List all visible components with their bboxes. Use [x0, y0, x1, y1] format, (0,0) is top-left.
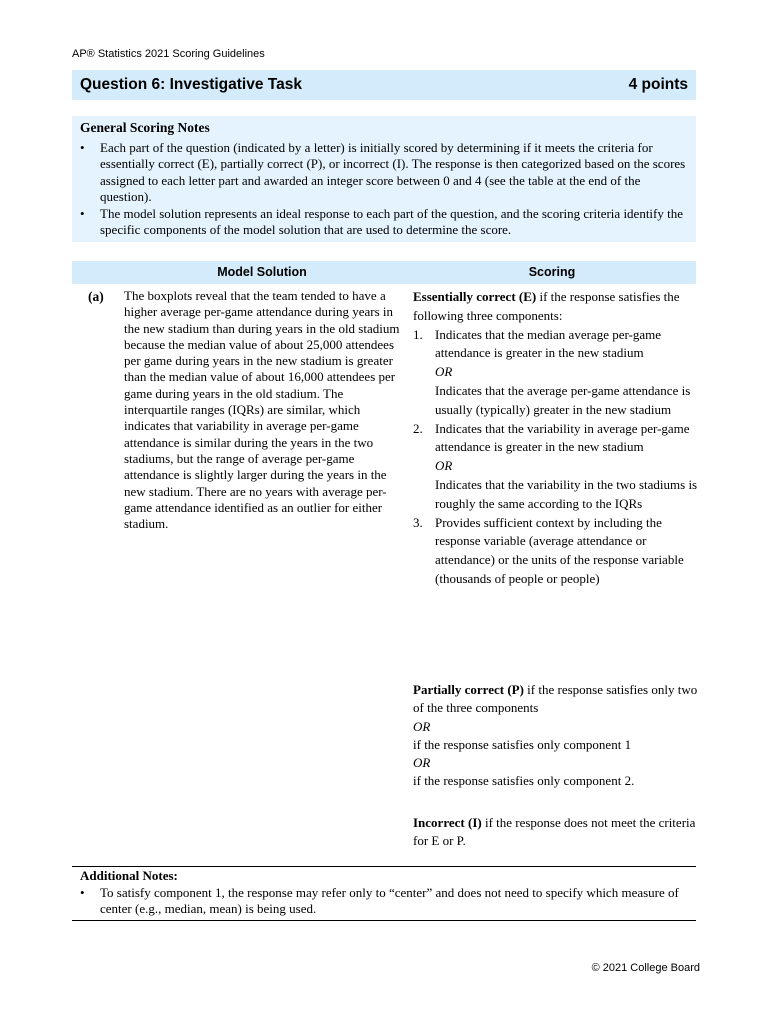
or-label: OR [435, 364, 453, 380]
general-note-item [80, 140, 688, 206]
incorrect-criteria [413, 814, 698, 849]
question-title: Question 6: Investigative Task [80, 76, 302, 93]
component-alt-text: Indicates that the average per-game attendance is usually (typically) greater in the new stadium [435, 382, 691, 417]
component-number: 1. [413, 326, 423, 342]
component-1 [413, 326, 698, 420]
or-label: OR [413, 718, 431, 734]
general-scoring-notes [72, 116, 696, 242]
partially-correct-text: if the response satisfies only two of the three components [413, 682, 698, 716]
additional-note-item [80, 885, 688, 918]
guidelines-header: AP® Statistics 2021 Scoring Guidelines [72, 48, 265, 60]
bullet-icon: • [80, 205, 85, 221]
part-label: (a) [88, 289, 104, 304]
incorrect-text: if the response does not meet the criteria for E or P. [413, 815, 696, 848]
essentially-correct-text: if the response satisfies the following three components: [413, 289, 680, 323]
or-label: OR [413, 755, 431, 771]
component-text: Provides sufficient context by including the response variable (average attendance or attendance) or the units of the response variable (thousands of people or people) [435, 514, 684, 586]
component-number: 2. [413, 420, 423, 436]
scoring-criteria [413, 288, 698, 589]
component-text: Indicates that the variability in average per-game attendance is greater in the new stadium [435, 420, 690, 455]
partially-correct-line: if the response satisfies only component 1 [413, 736, 632, 752]
partially-correct-criteria [413, 681, 698, 791]
general-note-item [80, 206, 688, 239]
partially-correct-label: Partially correct (P) [413, 682, 524, 697]
model-solution-header: Model Solution [217, 265, 307, 279]
essentially-correct-label: Essentially correct (E) [413, 289, 537, 304]
general-note-text: The model solution represents an ideal response to each part of the question, and the scoring criteria identify the specific components of the model solution that are used to determine the score. [100, 205, 684, 237]
additional-notes [72, 866, 696, 921]
general-note-text: Each part of the question (indicated by a letter) is initially scored by determining if it meets the criteria for essentially correct (E), partially correct (P), or incorrect (I). The response is then categorized based on the scores assigned to each letter part and awarded an integer score between 0 and 4 (see the table at the end of the question). [100, 139, 686, 204]
additional-note-text: To satisfy component 1, the response may refer only to “center” and does not need to specify which measure of center (e.g., median, mean) is being used. [100, 884, 679, 916]
table-header [72, 261, 696, 284]
model-solution-text: The boxplots reveal that the team tended to have a higher average per-game attendance during years in the new stadium than during years in the old stadium because the median value of about 25,000 attendees per game during years in the new stadium is greater than the median value of about 16,000 attendees per game during years in the old stadium. The interquartile ranges (IQRs) are similar, which indicates that variability in average per-game attendance is similar during the years in the two stadiums, but the range of average per-game attendance is slightly larger during the years in the new stadium. There are no years with average per-game attendance identified as an outlier for either stadium. [124, 288, 400, 532]
component-alt-text: Indicates that the variability in the two stadiums is roughly the same according to the IQRs [435, 476, 698, 511]
component-2 [413, 420, 698, 514]
or-label: OR [435, 458, 453, 474]
bullet-icon: • [80, 139, 85, 155]
copyright-footer: © 2021 College Board [591, 962, 700, 974]
question-bar [72, 70, 696, 100]
scoring-header: Scoring [528, 265, 576, 279]
general-notes-title: General Scoring Notes [80, 120, 210, 135]
question-points: 4 points [628, 76, 688, 93]
bullet-icon: • [80, 884, 85, 900]
essentially-correct-criteria [413, 288, 698, 326]
incorrect-label: Incorrect (I) [413, 815, 482, 830]
component-number: 3. [413, 514, 423, 530]
additional-notes-title: Additional Notes: [80, 868, 178, 883]
partially-correct-line: if the response satisfies only component 2. [413, 773, 635, 789]
component-3 [413, 514, 698, 589]
component-text: Indicates that the median average per-game attendance is greater in the new stadium [435, 326, 662, 361]
